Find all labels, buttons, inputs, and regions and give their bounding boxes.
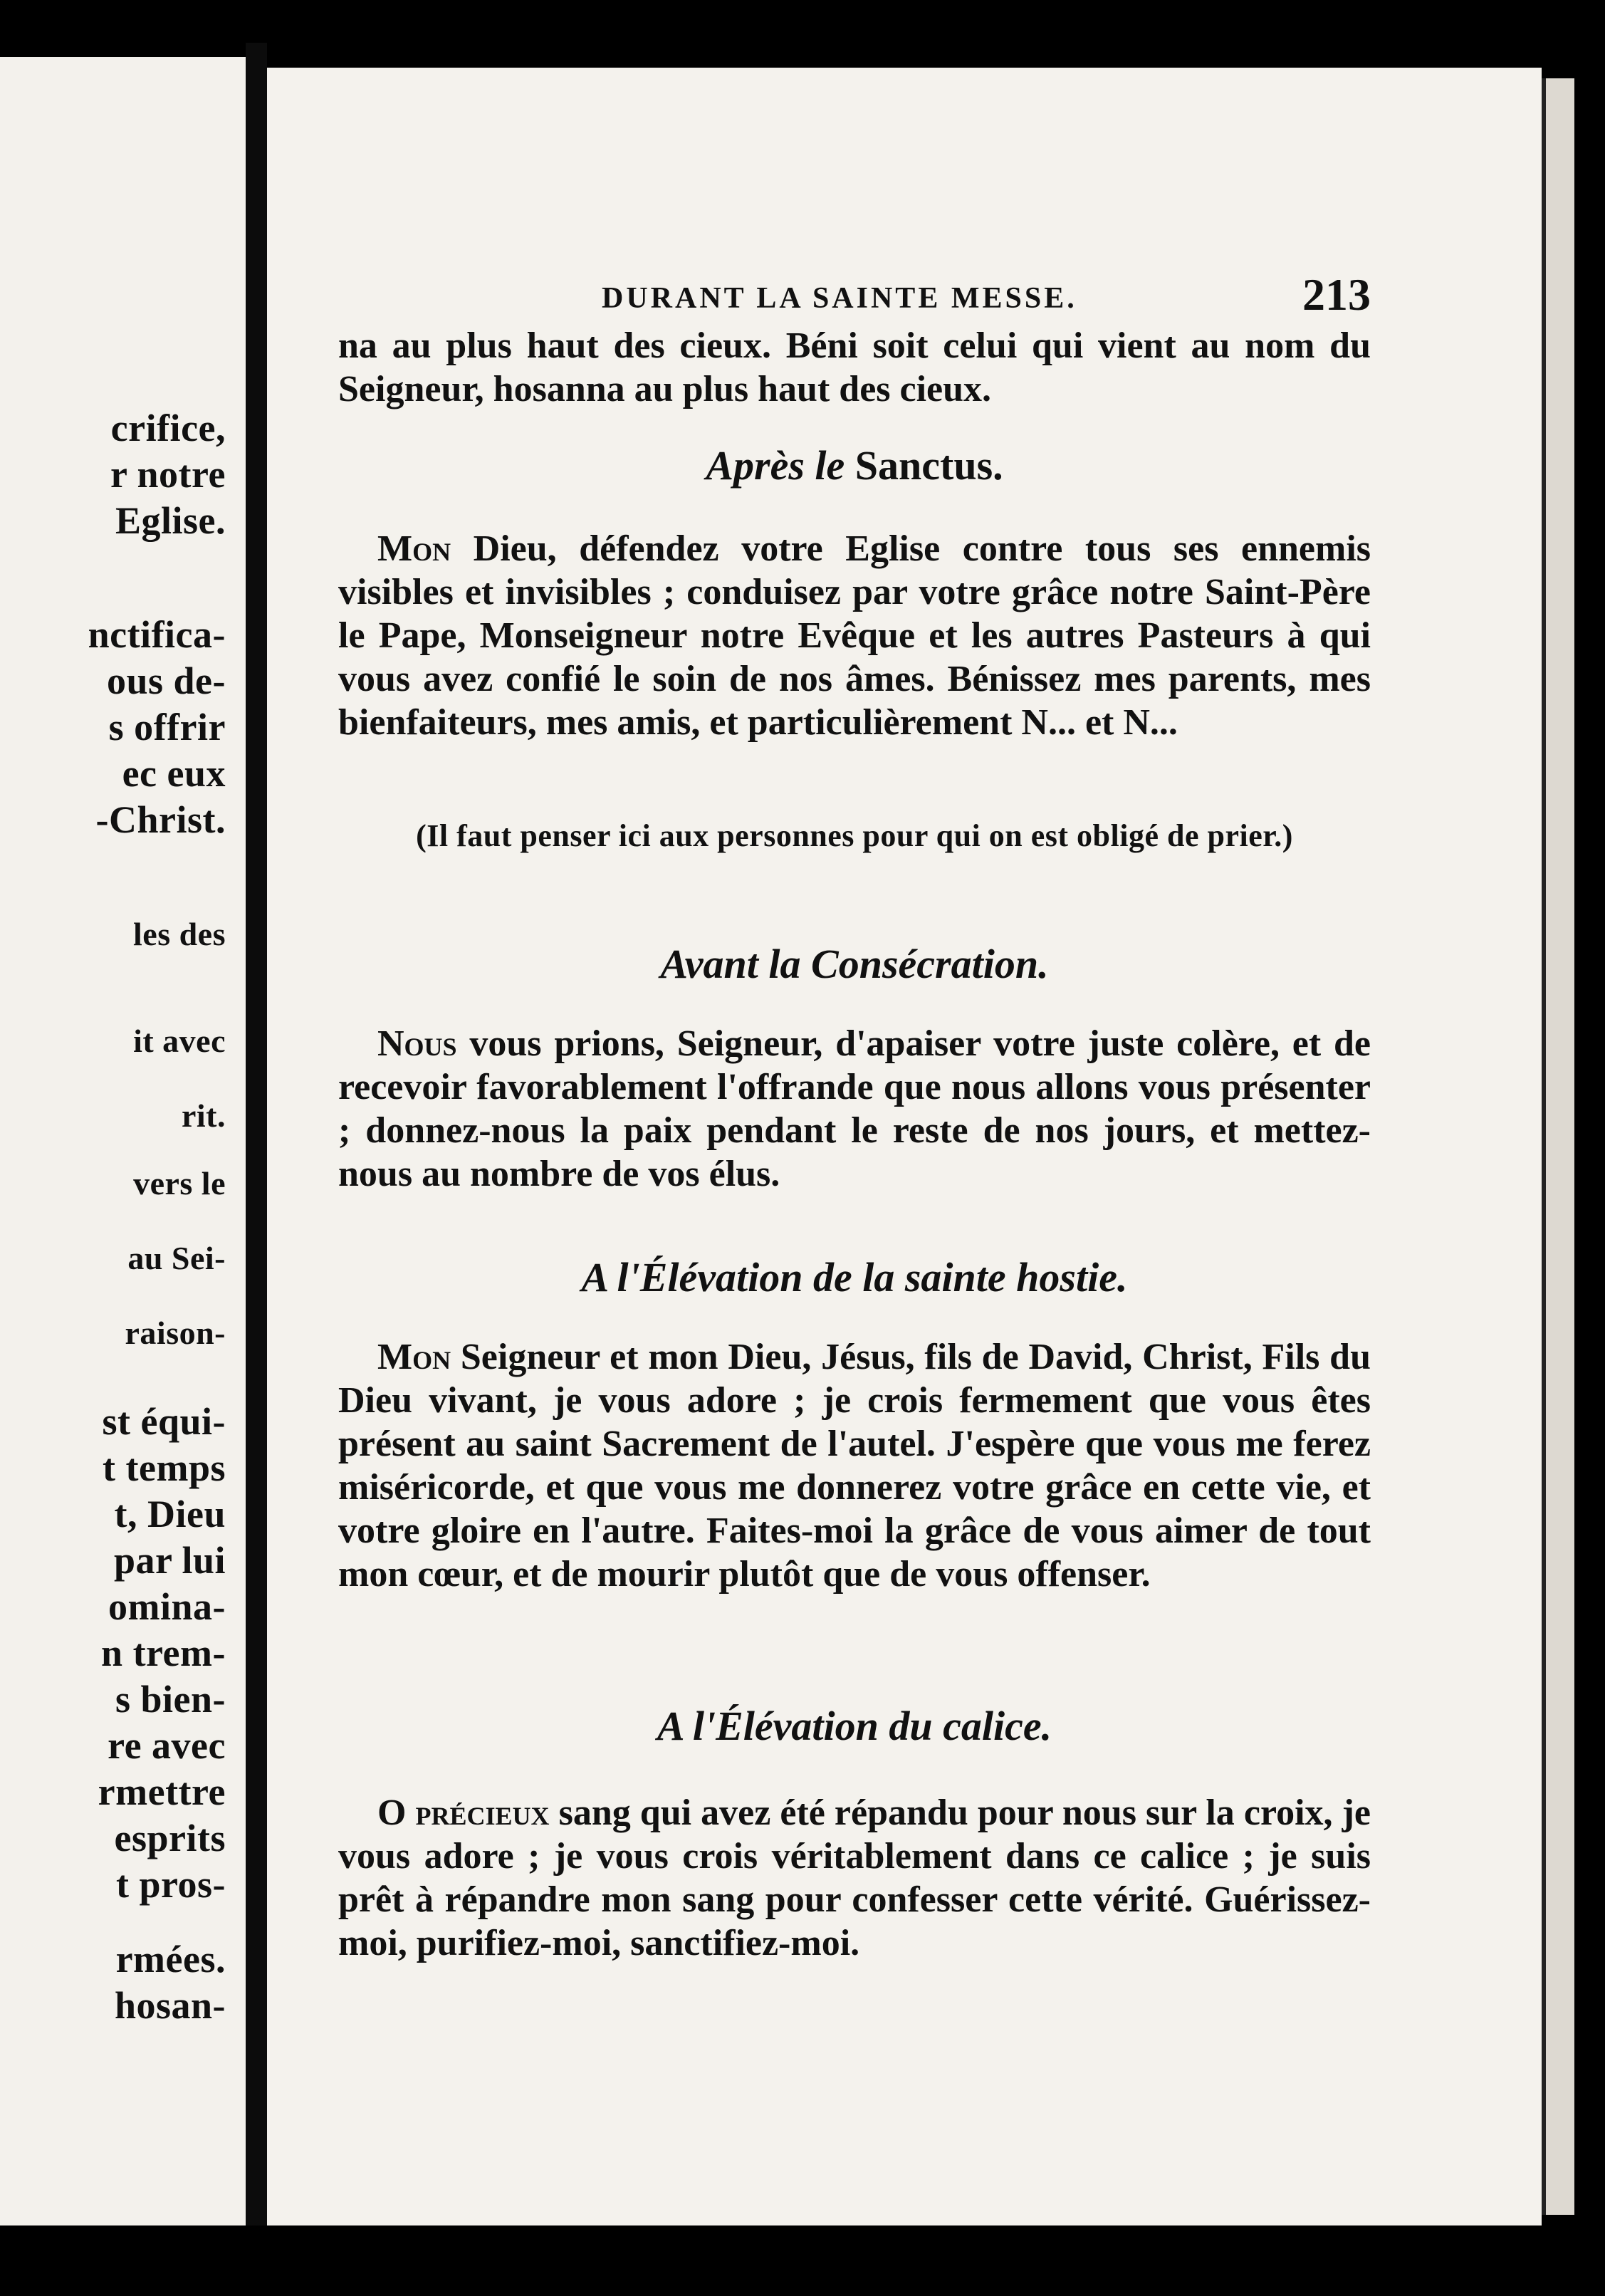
left-line: Eglise.	[115, 499, 226, 542]
left-line: r notre	[110, 453, 226, 496]
left-line: ec eux	[122, 752, 226, 795]
left-line: les des	[133, 916, 226, 952]
paragraph-text: sang qui avez été répandu pour nous sur la croix, je vous adore ; je vous crois véritablement dans ce calice ; je suis prêt à répandre mon sang pour confesser cette vérité. Guérissez-moi, purifiez-moi, sanctifiez-moi.	[338, 1793, 1371, 1963]
heading-apres-sanctus	[338, 442, 1371, 489]
left-line: s bien-	[115, 1678, 226, 1721]
paragraph-lead-word: Mon	[377, 528, 451, 569]
rubric-note: (Il faut penser ici aux personnes pour qui on est obligé de prier.)	[416, 818, 1293, 853]
left-facing-page	[0, 57, 246, 2265]
left-line: t, Dieu	[114, 1493, 226, 1535]
paragraph-text: vous prions, Seigneur, d'apaiser votre juste colère, et de recevoir favorablement l'offrande que nous allons vous présenter ; donnez-nous la paix pendant le reste de nos jours, et mettez-nous au nombre de vos élus.	[338, 1023, 1371, 1194]
running-title: DURANT LA SAINTE MESSE.	[602, 282, 1077, 315]
heading-avant-consecration: Avant la Consécration.	[660, 941, 1049, 987]
paragraph-lead-word: O précieux	[377, 1793, 550, 1833]
paragraph-host-adoration	[338, 1335, 1371, 1596]
left-line: t temps	[103, 1446, 226, 1489]
left-line: t pros-	[115, 1863, 226, 1906]
paragraph-lead-word: Nous	[377, 1023, 457, 1064]
right-page	[267, 68, 1542, 2225]
heading-sanctus-word: Sanctus.	[854, 442, 1003, 489]
left-line: re avec	[108, 1724, 226, 1767]
heading-elevation-hostie: A l'Élévation de la sainte hostie.	[581, 1254, 1128, 1300]
paragraph-prayer-church	[338, 527, 1371, 744]
left-line: vers le	[133, 1165, 226, 1201]
left-line: nctifica-	[88, 613, 226, 656]
left-line: raison-	[125, 1315, 226, 1351]
left-line: it avec	[133, 1023, 226, 1059]
left-line: -Christ.	[95, 798, 226, 841]
book-gutter	[246, 43, 267, 2258]
paragraph-text: Seigneur et mon Dieu, Jésus, fils de David, Christ, Fils du Dieu vivant, je vous adore ; je crois fermement que vous êtes présent au saint Sacrement de l'autel. J'espère que vous me ferez miséricorde, et que vous me donnerez votre grâce en cette vie, et votre gloire en l'autre. Faites-moi la grâce de vous aimer de tout mon cœur, et de mourir plutôt que de vous offenser.	[338, 1337, 1371, 1595]
paragraph-text: Dieu, défendez votre Eglise contre tous ses ennemis visibles et invisibles ; conduisez par votre grâce notre Saint-Père le Pape, Monseigneur notre Evêque et les autres Pasteurs à qui vous avez confié le soin de nos âmes. Bénissez mes parents, mes bienfaiteurs, mes amis, et particulièrement N... et N...	[338, 528, 1371, 743]
left-line: omina-	[108, 1585, 226, 1628]
running-header	[338, 269, 1371, 324]
left-line: au Sei-	[127, 1240, 226, 1276]
paragraph-hosanna: na au plus haut des cieux. Béni soit celui qui vient au nom du Seigneur, hosanna au plus haut des cieux.	[338, 325, 1371, 409]
heading-prefix: Après le	[706, 442, 845, 489]
page-edge	[1542, 78, 1574, 2215]
page-number: 213	[1302, 269, 1371, 320]
heading-elevation-calice: A l'Élévation du calice.	[657, 1703, 1052, 1749]
left-line: hosan-	[114, 1984, 226, 2027]
left-line: par lui	[113, 1539, 226, 1582]
left-line: rmettre	[98, 1770, 226, 1813]
paragraph-chalice-adoration	[338, 1791, 1371, 1965]
left-line: esprits	[114, 1817, 226, 1859]
scan-bottom-border	[0, 2225, 1605, 2296]
paragraph-offering	[338, 1022, 1371, 1196]
left-line: n trem-	[101, 1632, 226, 1674]
left-line: crifice,	[110, 407, 226, 449]
paragraph-lead-word: Mon	[377, 1337, 451, 1377]
left-line: ous de-	[106, 659, 226, 702]
left-line: rit.	[181, 1097, 226, 1134]
left-line: st équi-	[102, 1400, 226, 1443]
left-line: s offrir	[108, 706, 226, 748]
left-line: rmées.	[115, 1938, 226, 1981]
